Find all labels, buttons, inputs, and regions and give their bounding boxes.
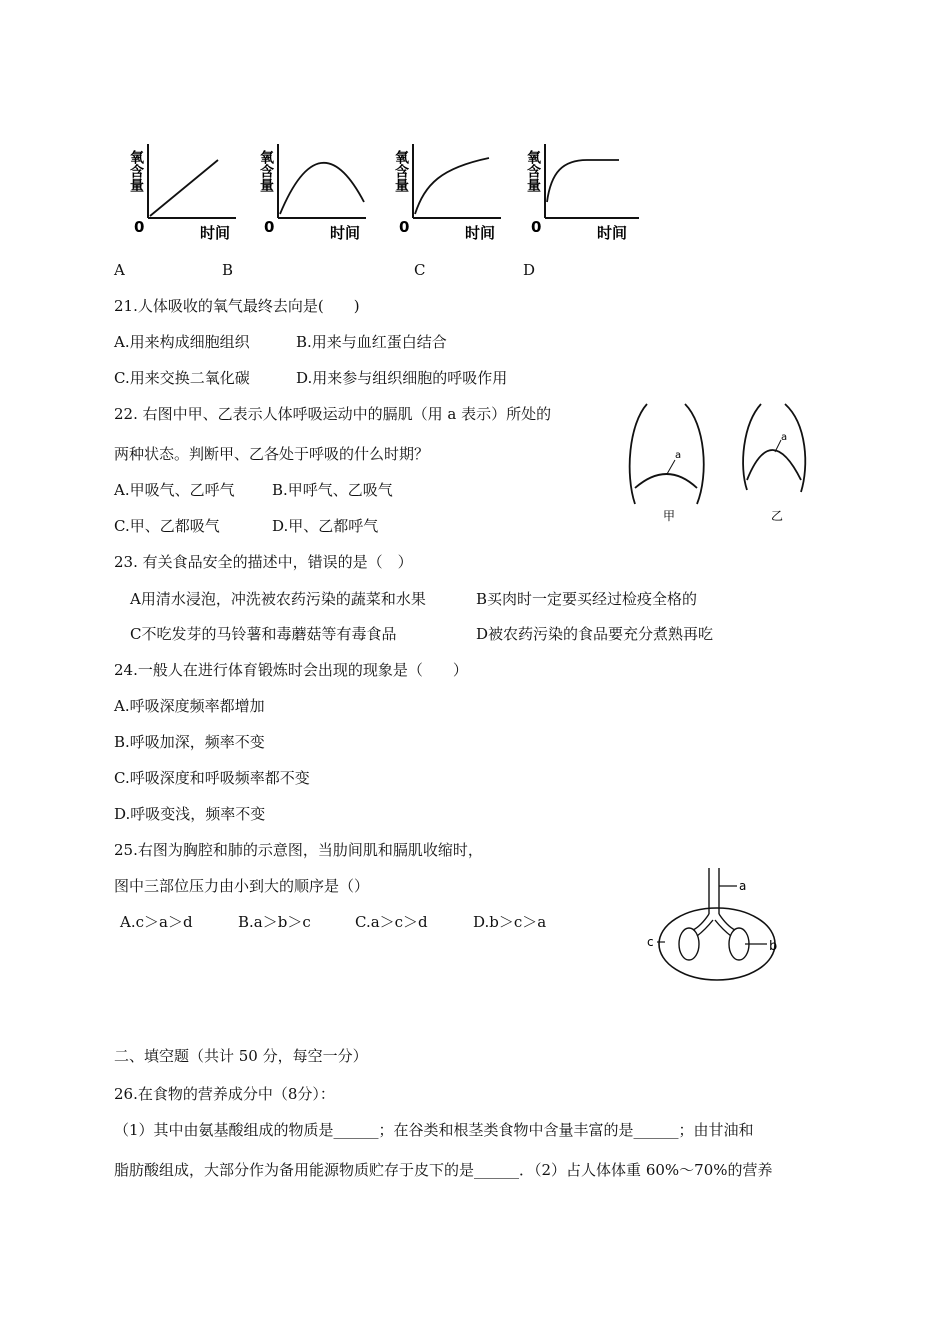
q24-option-c: C.呼吸深度和呼吸频率都不变 (114, 769, 310, 787)
q25-stem-line2: 图中三部位压力由小到大的顺序是（） (114, 877, 370, 895)
q25-option-c: C.a＞c＞d (355, 913, 428, 931)
graph-d-origin: 0 (531, 218, 542, 236)
q23-option-d: D被农药污染的食品要充分煮熟再吃 (476, 625, 714, 643)
q24-stem: 24.一般人在进行体育锻炼时会出现的现象是（ ） (114, 661, 468, 679)
q21-option-d: D.用来参与组织细胞的呼吸作用 (296, 369, 508, 387)
q22-option-a: A.甲吸气、乙呼气 (114, 481, 235, 499)
label-c: c (647, 935, 654, 949)
q26-line1: （1）其中由氨基酸组成的物质是______；在谷类和根茎类食物中含量丰富的是______；由甘油和 (114, 1121, 754, 1139)
q24-option-b: B.呼吸加深，频率不变 (114, 733, 265, 751)
section2-title: 二、填空题（共计 50 分，每空一分） (114, 1047, 368, 1065)
q21-option-c: C.用来交换二氧化碳 (114, 369, 250, 387)
graph-a-origin: 0 (134, 218, 145, 236)
q25-stem-line1: 25.右图为胸腔和肺的示意图，当肋间肌和膈肌收缩时， (114, 841, 483, 859)
q26-stem: 26.在食物的营养成分中（8分）： (114, 1085, 335, 1103)
chest-yi-left-wall (743, 404, 761, 490)
graph-a-xlabel: 时间 (200, 224, 231, 242)
q22-option-d: D.甲、乙都呼气 (272, 517, 379, 535)
graph-c-xlabel: 时间 (465, 224, 496, 242)
diaphragm-jia (635, 474, 697, 488)
q26-line2: 脂肪酸组成，大部分作为备用能源物质贮存于皮下的是______．（2）占人体体重 60%～70%的营养 (114, 1161, 773, 1179)
chest-lung-figure (645, 864, 795, 984)
diaphragm-figure (625, 400, 815, 528)
graph-a-ylabel: 氧含量 (128, 150, 144, 192)
graph-d-ylabel: 氧含量 (525, 150, 541, 192)
diaphragm-jia-pointer (667, 460, 675, 474)
graph-b-xlabel: 时间 (330, 224, 361, 242)
q24-option-a: A.呼吸深度频率都增加 (114, 697, 265, 715)
option-label-d: D (523, 261, 536, 279)
graph-b-ylabel: 氧含量 (258, 150, 274, 192)
diaphragm-yi-label-a: a (781, 432, 788, 443)
q25-option-d: D.b＞c＞a (473, 913, 547, 931)
bronchus-left-inner (697, 920, 713, 936)
graph-d (517, 138, 642, 246)
diaphragm-jia-label-a: a (675, 450, 682, 461)
diaphragm-yi (747, 450, 801, 480)
q23-option-a: A用清水浸泡，冲洗被农药污染的蔬菜和水果 (130, 590, 426, 608)
chest-yi-right-wall (785, 404, 805, 492)
option-label-c: C (414, 261, 426, 279)
q22-option-b: B.甲呼气、乙吸气 (272, 481, 393, 499)
graph-c-curve (415, 158, 489, 214)
graph-c (385, 138, 505, 246)
graph-b-origin: 0 (264, 218, 275, 236)
figure-label-yi: 乙 (771, 509, 784, 523)
q23-option-b: B买肉时一定要买经过检疫全格的 (476, 590, 698, 608)
graph-b (250, 138, 370, 246)
graph-a (120, 138, 240, 246)
lung-left (679, 928, 699, 960)
q25-option-a: A.c＞a＞d (120, 913, 193, 931)
q23-option-c: C不吃发芽的马铃薯和毒蘑菇等有毒食品 (130, 625, 397, 643)
label-a: a (739, 879, 747, 893)
chest-jia-right-wall (685, 404, 704, 504)
bronchus-right-inner (715, 920, 731, 936)
graph-c-ylabel: 氧含量 (393, 150, 409, 192)
q23-stem: 23. 有关食品安全的描述中，错误的是（ ） (114, 553, 413, 571)
q22-stem-line1: 22. 右图中甲、乙表示人体呼吸运动中的膈肌（用 a 表示）所处的 (114, 405, 552, 423)
graph-b-curve (280, 163, 364, 214)
q24-option-d: D.呼吸变浅，频率不变 (114, 805, 266, 823)
chest-jia-left-wall (630, 404, 647, 504)
label-b: b (769, 939, 778, 954)
graph-a-curve (150, 160, 218, 216)
option-label-b: B (222, 261, 234, 279)
q21-stem: 21.人体吸收的氧气最终去向是( ) (114, 297, 360, 315)
q22-stem-line2: 两种状态。判断甲、乙各处于呼吸的什么时期？ (114, 445, 430, 463)
q22-option-c: C.甲、乙都吸气 (114, 517, 220, 535)
q25-option-b: B.a＞b＞c (238, 913, 311, 931)
graph-d-curve (547, 160, 619, 202)
q21-option-b: B.用来与血红蛋白结合 (296, 333, 447, 351)
q21-option-a: A.用来构成细胞组织 (114, 333, 250, 351)
graph-c-origin: 0 (399, 218, 410, 236)
graph-d-xlabel: 时间 (597, 224, 628, 242)
option-label-a: A (114, 261, 125, 279)
figure-label-jia: 甲 (663, 509, 676, 523)
